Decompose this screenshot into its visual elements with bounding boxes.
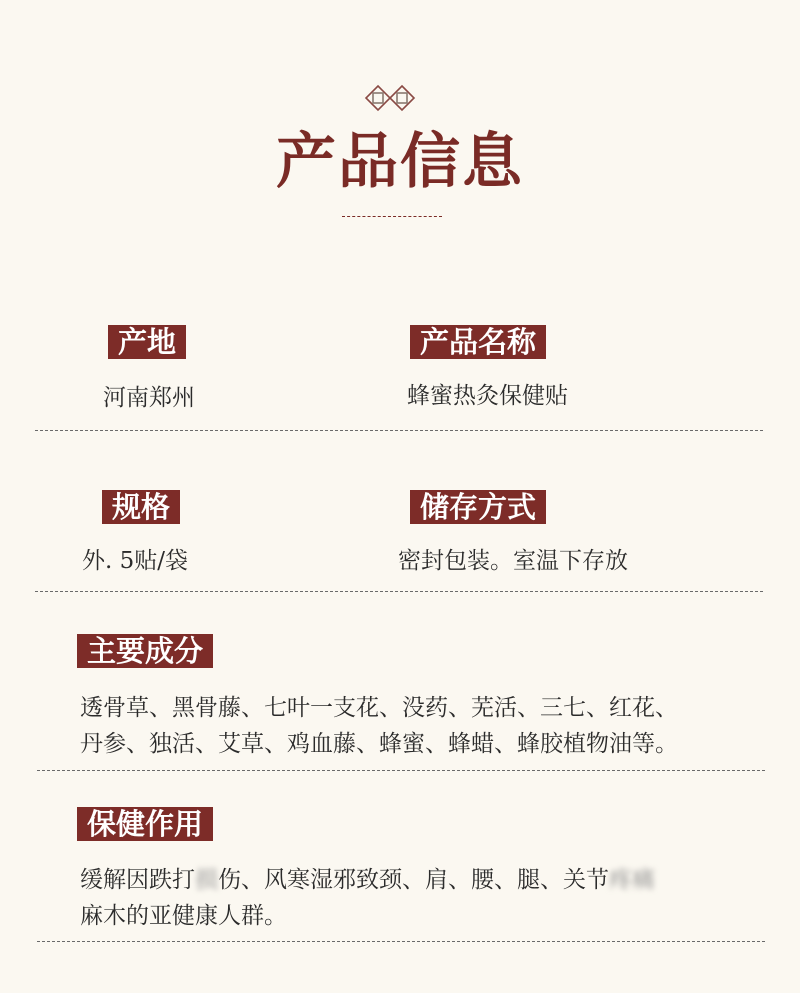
blurred-word: 疼痛	[609, 867, 655, 893]
product-name-label: 产品名称	[410, 325, 546, 359]
origin-value: 河南郑州	[103, 385, 195, 411]
divider-2	[35, 591, 763, 592]
effects-line-1-part-b: 伤、风寒湿邪致颈、肩、腰、腿、关节	[218, 867, 609, 893]
storage-value: 密封包装。室温下存放	[398, 548, 628, 574]
ingredients-line-2: 丹参、独活、艾草、鸡血藤、蜂蜜、蜂蜡、蜂胶植物油等。	[80, 731, 678, 757]
effects-line-2: 麻木的亚健康人群。	[80, 903, 287, 929]
ingredients-label: 主要成分	[77, 634, 213, 668]
divider-1	[35, 430, 763, 431]
page-title: 产品信息	[276, 127, 524, 197]
ingredients-line-1: 透骨草、黑骨藤、七叶一支花、没药、芜活、三七、红花、	[80, 695, 678, 721]
storage-label: 储存方式	[410, 490, 546, 524]
blurred-word: 损	[195, 867, 218, 893]
effects-line-1	[80, 862, 770, 898]
spec-label: 规格	[102, 490, 180, 524]
double-diamond-ornament-icon	[364, 84, 416, 112]
origin-label: 产地	[108, 325, 186, 359]
effects-line-1-part-a: 缓解因跌打	[80, 867, 195, 893]
divider-3	[37, 770, 765, 771]
product-name-value: 蜂蜜热灸保健贴	[407, 383, 568, 409]
ingredients-text	[80, 690, 770, 762]
effects-label: 保健作用	[77, 807, 213, 841]
title-divider	[342, 216, 442, 217]
effects-text	[80, 862, 770, 934]
divider-4	[37, 941, 765, 942]
spec-value: 外. 5贴/袋	[82, 548, 189, 574]
